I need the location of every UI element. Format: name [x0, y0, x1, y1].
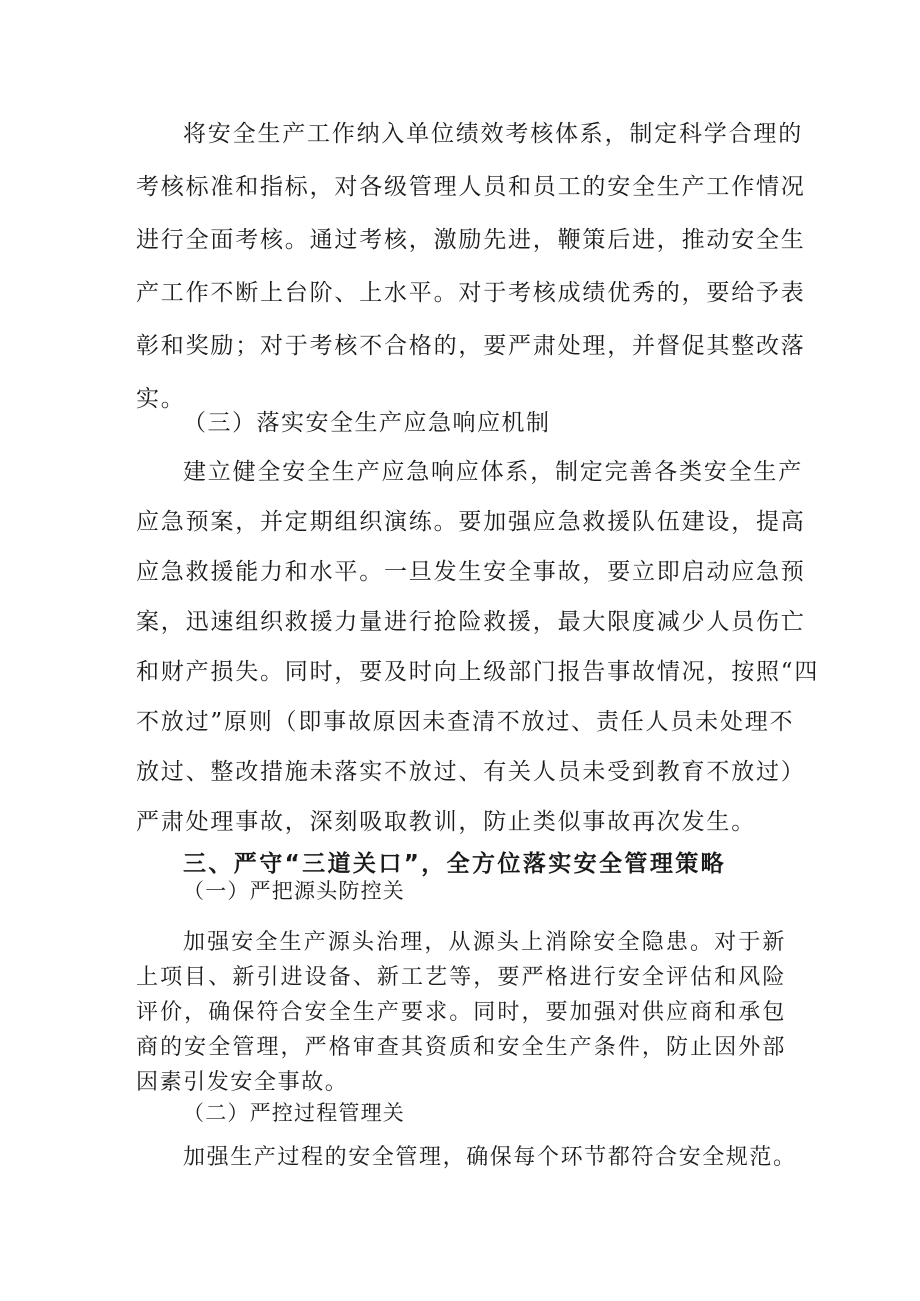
text-line: 因素引发安全事故。	[136, 1070, 349, 1095]
subheading-emergency-response: （三）落实安全生产应急响应机制	[183, 410, 551, 436]
text-line: 应急救援能力和水平。一旦发生安全事故，要立即启动应急预	[136, 559, 806, 585]
text-line: 加强生产过程的安全管理，确保每个环节都符合安全规范。	[183, 1145, 797, 1170]
section-heading-three-checkpoints: 三、严守“三道关口”，全方位落实安全管理策略	[183, 851, 727, 877]
paragraph-process-control	[136, 1138, 797, 1178]
text-line: 严肃处理事故，深刻吸取教训，防止类似事故再次发生。	[136, 809, 756, 835]
text-line: 评价，确保符合安全生产要求。同时，要加强对供应商和承包	[136, 1000, 786, 1025]
text-line: 考核标准和指标，对各级管理人员和员工的安全生产工作情况	[136, 174, 806, 200]
text-line: 加强安全生产源头治理，从源头上消除安全隐患。对于新	[183, 930, 786, 955]
text-line: 案，迅速组织救援力量进行抢险救援，最大限度减少人员伤亡	[136, 609, 806, 635]
text-line: 彰和奖励；对于考核不合格的，要严肃处理，并督促其整改落	[136, 333, 806, 359]
text-line: 和财产损失。同时，要及时向上级部门报告事故情况，按照“四	[136, 659, 820, 685]
text-line: 应急预案，并定期组织演练。要加强应急救援队伍建设，提高	[136, 509, 806, 535]
text-line: 进行全面考核。通过考核，激励先进，鞭策后进，推动安全生	[136, 227, 806, 253]
subheading-source-control: （一）严把源头防控关	[183, 879, 405, 903]
text-line: 将安全生产工作纳入单位绩效考核体系，制定科学合理的	[183, 121, 803, 147]
text-line: 放过、整改措施未落实不放过、有关人员未受到教育不放过）	[136, 759, 806, 785]
subheading-process-control: （二）严控过程管理关	[183, 1101, 405, 1125]
paragraph-emergency-response	[136, 447, 820, 847]
text-line: 实。	[136, 386, 186, 412]
text-line: 商的安全管理，严格审查其资质和安全生产条件，防止因外部	[136, 1035, 786, 1060]
paragraph-source-control	[136, 925, 786, 1100]
paragraph-performance-assessment	[136, 108, 806, 426]
text-line: 建立健全安全生产应急响应体系，制定完善各类安全生产	[183, 459, 803, 485]
text-line: 产工作不断上台阶、上水平。对于考核成绩优秀的，要给予表	[136, 280, 806, 306]
text-line: 不放过”原则（即事故原因未查清不放过、责任人员未处理不	[136, 709, 795, 735]
text-line: 上项目、新引进设备、新工艺等，要严格进行安全评估和风险	[136, 965, 786, 990]
